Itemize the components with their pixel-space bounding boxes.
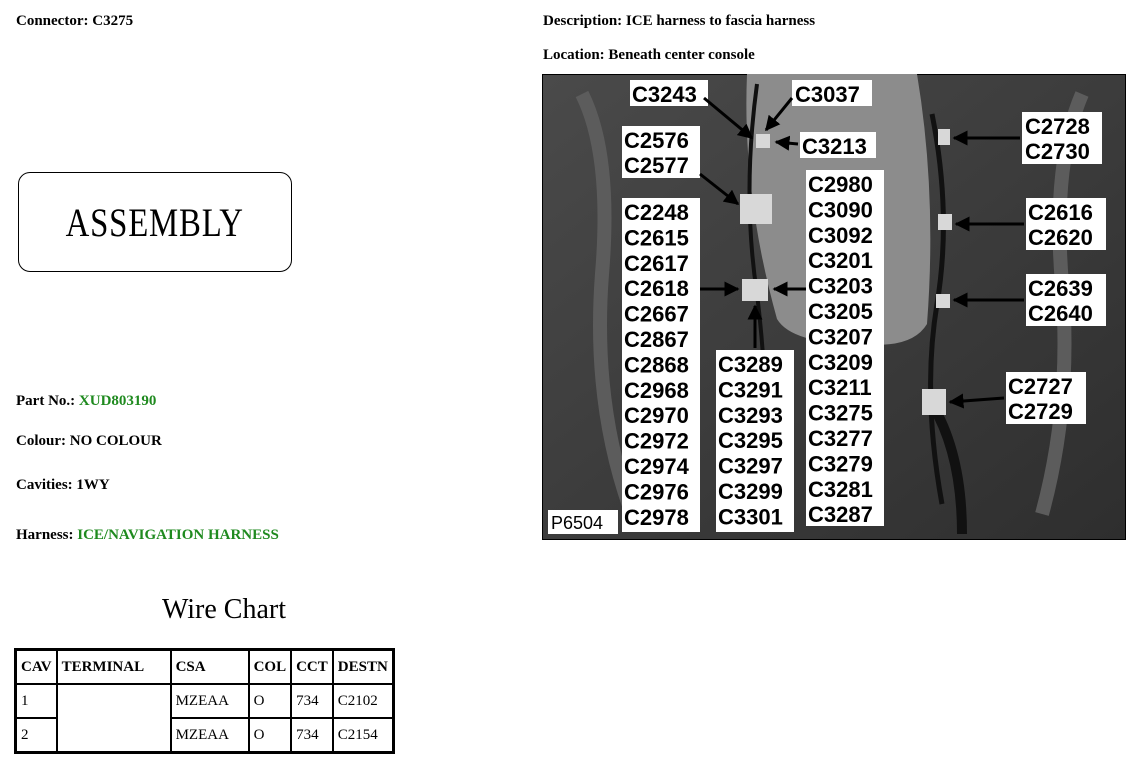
connector-code-label: C2970 [624,403,689,429]
cell-terminal [57,684,171,753]
connector-code-label: C2980 [808,172,873,197]
label-group-c2576 [622,126,700,178]
connector-code-label: C3090 [808,197,873,223]
harness-value: ICE/NAVIGATION HARNESS [77,527,279,543]
column-header-col: COL [249,650,292,685]
harness-field [16,526,279,544]
label-group-c2728 [1022,112,1102,164]
label-group-right [806,170,884,527]
svg-text:C2727: C2727 [1008,374,1073,399]
part-number-label: Part No.: [16,393,76,409]
connector-code-label: C2615 [624,225,689,251]
description-field [543,12,815,30]
connector-code-label: C3281 [808,476,873,502]
connector-c2639 [936,294,950,308]
connector-code-label: C3291 [718,377,783,403]
connector-code-label: C3301 [718,504,783,530]
svg-text:C2730: C2730 [1025,139,1090,164]
connector-value: C3275 [92,13,134,29]
cell-cct: 734 [291,684,333,718]
column-header-destn: DESTN [333,650,394,685]
harness-label: Harness: [16,527,74,543]
column-header-csa: CSA [171,650,249,685]
svg-text:C2577: C2577 [624,153,689,178]
connector-code-label: C3299 [718,479,783,504]
connector-code-label: C2617 [624,250,689,276]
svg-text:C2729: C2729 [1008,399,1073,424]
connector-code-label: C3279 [808,451,873,477]
part-number-field [16,392,156,410]
connector-code-label: C2667 [624,301,689,327]
connector-code-label: C2248 [624,200,689,225]
connector-code-label: C3293 [718,402,783,428]
connector-code-label: C3203 [808,273,873,299]
connector-code-label: C3277 [808,426,873,451]
connector-code-label: C3289 [718,352,783,377]
assembly-text: ASSEMBLY [65,199,245,245]
assembly-box [18,172,292,272]
connector-code-label: C3205 [808,299,873,324]
connector-c2728 [938,129,950,145]
connector-code-label: C3207 [808,324,873,350]
cavities-label: Cavities: [16,477,73,493]
label-group-c2727 [1006,372,1086,424]
description-value: ICE harness to fascia harness [625,13,816,29]
arrow-c3213 [776,142,798,144]
connector-code-label: C2976 [624,479,689,505]
connector-label: Connector: [16,13,89,29]
cell-csa: MZEAA [171,718,249,753]
cell-cav: 1 [16,684,57,718]
svg-text:C2620: C2620 [1028,225,1093,250]
connector-code-label: C3295 [718,428,783,454]
colour-field [16,432,162,450]
svg-text:C2576: C2576 [624,128,689,153]
connector-code-label: C3287 [808,502,873,528]
cavities-value: 1WY [76,477,110,493]
connector-code-label: C2618 [624,276,689,302]
svg-text:C3243: C3243 [632,82,697,107]
connector-c2727 [922,389,946,415]
cell-col: O [249,684,292,718]
connector-code-label: C2972 [624,428,689,454]
label-group-left [622,198,700,532]
connector-code-label: C3201 [808,248,873,274]
cell-cct: 734 [291,718,333,753]
figure-id: P6504 [551,513,604,533]
svg-text:C3037: C3037 [795,82,860,107]
colour-label: Colour: [16,433,66,449]
svg-text:C2639: C2639 [1028,276,1093,301]
cell-cav: 2 [16,718,57,753]
wire-chart-title: Wire Chart [161,594,287,625]
connector-code-label: C3209 [808,349,873,375]
connector-code-label: C3297 [718,453,783,479]
wire-chart-table [14,648,395,754]
location-value: Beneath center console [608,47,755,63]
column-header-cav: CAV [16,650,57,685]
connector-code-label: C3092 [808,222,873,248]
label-c3243 [630,80,708,107]
svg-text:C2640: C2640 [1028,301,1093,326]
connector-code-label: C2978 [624,504,689,530]
svg-text:C2728: C2728 [1025,114,1090,139]
connector-code-label: C3275 [808,400,873,426]
cell-destn: C2154 [333,718,394,753]
cell-destn: C2102 [333,684,394,718]
column-header-cct: CCT [291,650,333,685]
part-number-value: XUD803190 [78,393,157,409]
table-row [16,684,394,718]
connector-field [16,12,133,30]
connector-c2576 [740,194,772,224]
connector-code-label: C2867 [624,327,689,352]
description-label: Description: [543,13,623,29]
location-field [543,46,755,64]
connector-c3213 [756,134,770,148]
cell-csa: MZEAA [171,684,249,718]
cell-col: O [249,718,292,753]
label-c3213 [800,132,876,159]
connector-code-label: C3211 [808,375,872,401]
connector-c2616 [938,214,952,230]
svg-text:C2616: C2616 [1028,200,1093,225]
connector-code-label: C2868 [624,352,689,378]
location-label: Location: [543,47,605,63]
cavities-field [16,476,110,494]
label-group-middle [716,350,794,532]
connector-code-label: C2968 [624,377,689,403]
figure-id-box [548,510,618,534]
connector-code-label: C2974 [624,454,689,479]
label-c3037 [792,80,872,107]
label-group-c2639 [1026,274,1106,326]
svg-text:C3213: C3213 [802,134,867,159]
label-group-c2616 [1026,198,1106,250]
connector-c2618 [742,279,768,301]
table-header-row [16,650,394,685]
column-header-terminal: TERMINAL [57,650,171,685]
colour-value: NO COLOUR [69,433,162,449]
location-photo [542,74,1126,540]
